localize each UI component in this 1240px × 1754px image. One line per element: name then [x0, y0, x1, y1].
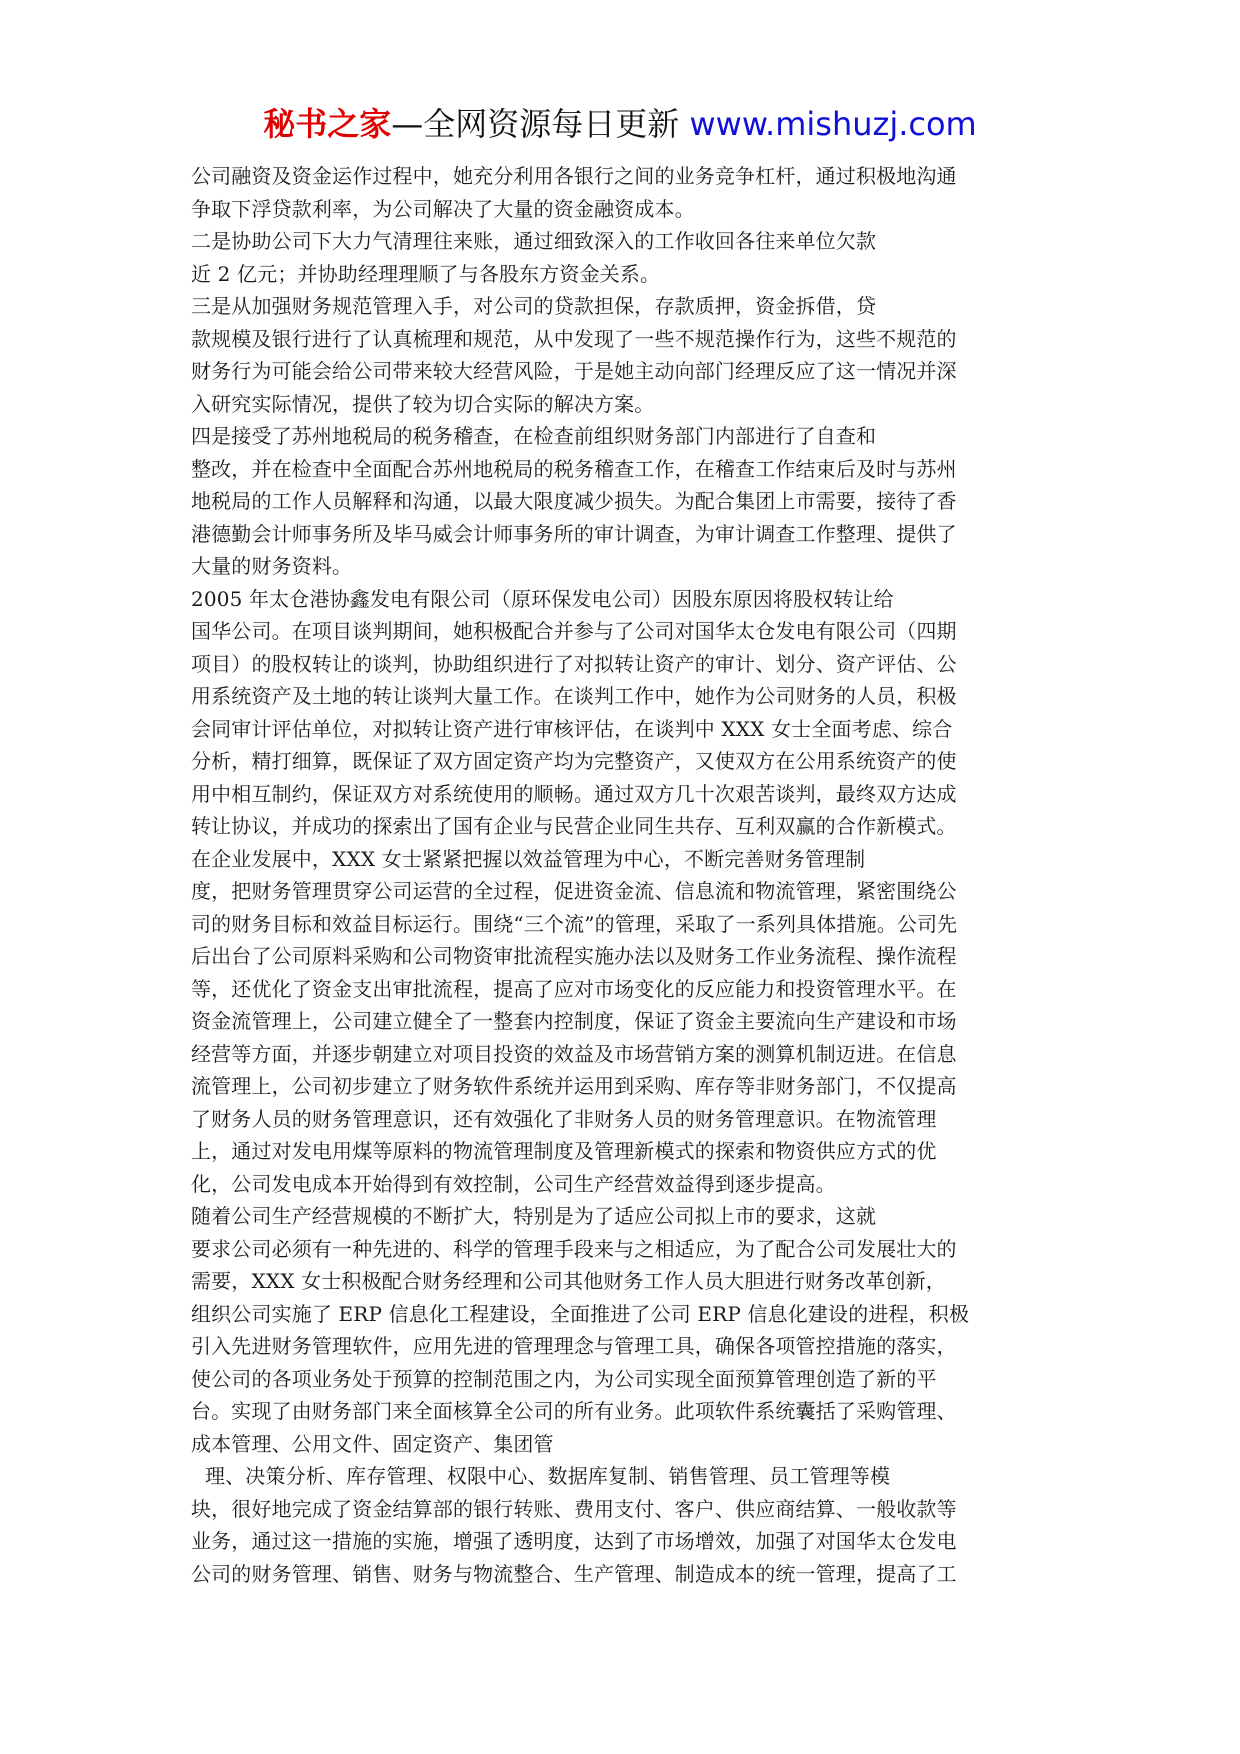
text-line: 要求公司必须有一种先进的、科学的管理手段来与之相适应，为了配合公司发展壮大的: [191, 1236, 957, 1261]
text-line: 了财务人员的财务管理意识，还有效强化了非财务人员的财务管理意识。在物流管理: [191, 1106, 937, 1131]
text-line: 会同审计评估单位，对拟转让资产进行审核评估，在谈判中 XXX 女士全面考虑、综合: [191, 716, 953, 741]
text-line: 争取下浮贷款利率，为公司解决了大量的资金融资成本。: [191, 196, 695, 221]
text-line: 引入先进财务管理软件，应用先进的管理理念与管理工具，确保各项管控措施的落实，: [191, 1334, 957, 1358]
text-line: 组织公司实施了 ERP 信息化工程建设，全面推进了公司 ERP 信息化建设的进程，积极: [191, 1301, 970, 1326]
text-line: 港德勤会计师事务所及毕马威会计师事务所的审计调查，为审计调查工作整理、提供了: [191, 521, 957, 546]
text-line: 理、决策分析、库存管理、权限中心、数据库复制、销售管理、员工管理等模: [205, 1464, 891, 1488]
text-line: 公司融资及资金运作过程中，她充分利用各银行之间的业务竞争杠杆，通过积极地沟通: [191, 164, 957, 188]
text-line: 度，把财务管理贯穿公司运营的全过程，促进资金流、信息流和物流管理，紧密围绕公: [191, 879, 957, 903]
text-line: 2005 年太仓港协鑫发电有限公司（原环保发电公司）因股东原因将股权转让给: [191, 586, 894, 611]
text-line: 入研究实际情况，提供了较为切合实际的解决方案。: [191, 391, 655, 416]
text-line: 转让协议，并成功的探索出了国有企业与民营企业同生共存、互利双赢的合作新模式。: [191, 814, 957, 838]
text-line: 司的财务目标和效益目标运行。围绕“三个流”的管理，采取了一系列具体措施。公司先: [191, 911, 958, 936]
text-line: 块，很好地完成了资金结算部的银行转账、费用支付、客户、供应商结算、一般收款等: [191, 1496, 957, 1521]
text-line: 用中相互制约，保证双方对系统使用的顺畅。通过双方几十次艰苦谈判，最终双方达成: [191, 781, 957, 806]
text-line: 经营等方面，并逐步朝建立对项目投资的效益及市场营销方案的测算机制迈进。在信息: [191, 1041, 957, 1066]
text-line: 分析，精打细算，既保证了双方固定资产均为完整资产，又使双方在公用系统资产的使: [191, 749, 957, 773]
text-line: 财务行为可能会给公司带来较大经营风险，于是她主动向部门经理反应了这一情况并深: [191, 359, 957, 383]
text-line: 款规模及银行进行了认真梳理和规范，从中发现了一些不规范操作行为，这些不规范的: [191, 326, 957, 351]
text-line: 台。实现了由财务部门来全面核算全公司的所有业务。此项软件系统囊括了采购管理、: [191, 1399, 957, 1423]
text-line: 用系统资产及土地的转让谈判大量工作。在谈判工作中，她作为公司财务的人员，积极: [191, 684, 957, 708]
text-line: 等，还优化了资金支出审批流程，提高了应对市场变化的反应能力和投资管理水平。在: [191, 976, 957, 1001]
site-tagline: —全网资源每日更新: [391, 105, 690, 143]
document-body: [191, 160, 1071, 1590]
text-line: 在企业发展中，XXX 女士紧紧把握以效益管理为中心，不断完善财务管理制: [191, 846, 866, 871]
site-brand: 秘书之家: [263, 105, 392, 143]
text-line: 二是协助公司下大力气清理往来账，通过细致深入的工作收回各往来单位欠款: [191, 229, 877, 253]
text-line: 三是从加强财务规范管理入手，对公司的贷款担保，存款质押，资金拆借，贷: [191, 294, 877, 318]
text-line: 地税局的工作人员解释和沟通，以最大限度减少损失。为配合集团上市需要，接待了香: [191, 489, 957, 513]
text-line: 化，公司发电成本开始得到有效控制，公司生产经营效益得到逐步提高。: [191, 1171, 836, 1196]
text-line: 成本管理、公用文件、固定资产、集团管: [191, 1431, 554, 1456]
text-line: 整改，并在检查中全面配合苏州地税局的税务稽查工作，在稽查工作结束后及时与苏州: [191, 456, 957, 481]
text-line: 上，通过对发电用煤等原料的物流管理制度及管理新模式的探索和物资供应方式的优: [191, 1139, 937, 1163]
text-line: 四是接受了苏州地税局的税务稽查，在检查前组织财务部门内部进行了自查和: [191, 424, 877, 448]
text-line: 近 2 亿元；并协助经理理顺了与各股东方资金关系。: [191, 261, 661, 286]
site-url-link[interactable]: www.mishuzj.com: [689, 105, 977, 143]
text-line: 使公司的各项业务处于预算的控制范围之内，为公司实现全面预算管理创造了新的平: [191, 1366, 937, 1391]
text-line: 国华公司。在项目谈判期间，她积极配合并参与了公司对国华太仓发电有限公司（四期: [191, 619, 957, 643]
text-line: 大量的财务资料。: [191, 554, 353, 578]
site-header: [0, 104, 1240, 144]
text-line: 项目）的股权转让的谈判，协助组织进行了对拟转让资产的审计、划分、资产评估、公: [191, 651, 957, 676]
text-line: 后出台了公司原料采购和公司物资审批流程实施办法以及财务工作业务流程、操作流程: [191, 944, 957, 968]
text-line: 公司的财务管理、销售、财务与物流整合、生产管理、制造成本的统一管理，提高了工: [191, 1561, 957, 1586]
text-line: 业务，通过这一措施的实施，增强了透明度，达到了市场增效，加强了对国华太仓发电: [191, 1529, 957, 1553]
text-line: 随着公司生产经营规模的不断扩大，特别是为了适应公司拟上市的要求，这就: [191, 1204, 877, 1228]
text-line: 流管理上，公司初步建立了财务软件系统并运用到采购、库存等非财务部门，不仅提高: [191, 1074, 957, 1098]
text-line: 资金流管理上，公司建立健全了一整套内控制度，保证了资金主要流向生产建设和市场: [191, 1009, 957, 1033]
text-line: 需要，XXX 女士积极配合财务经理和公司其他财务工作人员大胆进行财务改革创新，: [191, 1269, 946, 1293]
